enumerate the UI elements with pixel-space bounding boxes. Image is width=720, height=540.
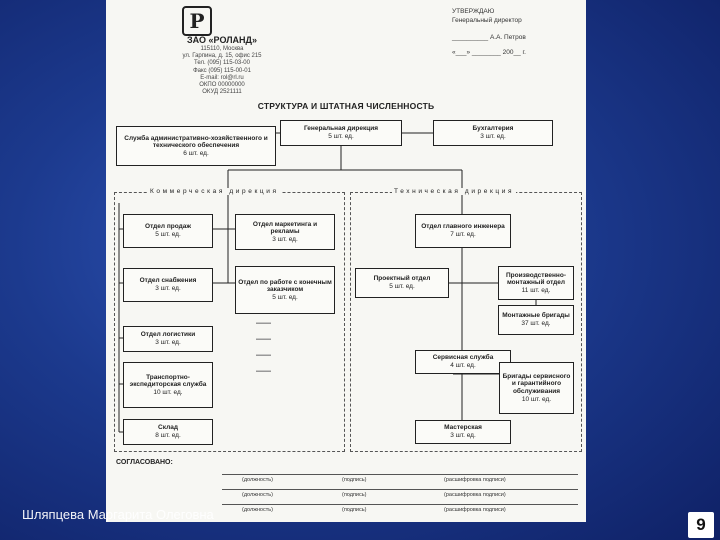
signature-sign-caption: (подпись) [342,477,367,483]
unit-admin-service [116,126,276,166]
approval-signer: __________ А.А. Петров [452,34,526,41]
company-detail-line: 115110, Москва [200,46,244,52]
signature-position-caption: (должность) [242,507,273,513]
page-number-badge: 9 [688,512,714,538]
unit-staff: 3 шт. ед. [155,285,181,292]
unit-name: Монтажные бригады [502,312,570,320]
signature-decode-caption: (расшифровка подписи) [444,507,506,513]
unit-staff: 3 шт. ед. [272,235,298,243]
unit-staff: 4 шт. ед. [450,362,476,369]
agreed-label: СОГЛАСОВАНО: [116,459,173,466]
company-logo: Р [182,6,212,36]
unit-name: Проектный отдел [373,275,431,283]
blurred-note: ▬▬▬ [256,368,271,374]
unit-sales [123,214,213,248]
signature-position-caption: (должность) [242,477,273,483]
unit-name: Отдел главного инженера [421,223,505,231]
unit-name: Отдел логистики [140,331,196,339]
unit-staff: 5 шт. ед. [389,283,415,290]
unit-workshop [415,420,511,444]
unit-name: Отдел продаж [145,223,191,231]
unit-chief-engineer [415,214,511,248]
unit-client-relations [235,266,335,314]
unit-staff: 11 шт. ед. [521,286,551,294]
signature-decode-caption: (расшифровка подписи) [444,477,506,483]
slide-footer-author: Шляпцева Маргарита Олеговна [22,507,214,522]
unit-name: Бухгалтерия [472,125,514,133]
company-detail-line: ул. Гарпина, д. 15, офис 215 [182,53,262,60]
unit-staff: 3 шт. ед. [480,133,506,140]
unit-design [355,268,449,298]
signature-row [222,489,578,501]
signature-sign-caption: (подпись) [342,492,367,498]
unit-service [415,350,511,374]
approval-word: УТВЕРЖДАЮ [452,8,495,15]
approval-date: «___» ________ 200__ г. [452,48,526,56]
company-detail-line: Факс (095) 115-00-01 [193,67,251,74]
unit-staff: 3 шт. ед. [450,432,476,439]
signature-decode-caption: (расшифровка подписи) [444,492,506,498]
unit-name: Бригады сервисного и гарантийного обслуживания [502,372,571,395]
company-detail-line: E-mail: rol@rl.ru [200,74,244,81]
company-detail-line: ОКУД 2521111 [202,89,242,96]
unit-staff: 10 шт. ед. [153,388,183,396]
signature-position-caption: (должность) [242,492,273,498]
company-name: ЗАО «РОЛАНД» [187,35,257,45]
unit-supply [123,268,213,302]
technical-directorate-title: Техническая дирекция [394,188,515,195]
unit-staff: 5 шт. ед. [272,293,298,301]
unit-staff: 5 шт. ед. [155,231,181,238]
unit-production-installation [498,266,574,300]
unit-name: Отдел снабжения [139,277,197,285]
document-title: СТРУКТУРА И ШТАТНАЯ ЧИСЛЕННОСТЬ [257,101,435,111]
unit-name: Генеральная дирекция [303,125,379,133]
unit-staff: 6 шт. ед. [183,149,209,157]
unit-warehouse [123,419,213,445]
unit-general-directorate [280,120,402,146]
unit-staff: 37 шт. ед. [521,320,551,327]
unit-name: Служба административно-хозяйственного и технического обеспечения [124,134,268,150]
blurred-note: ▬▬▬ [256,336,271,342]
unit-staff: 7 шт. ед. [450,231,476,238]
unit-transport-service [123,362,213,408]
company-detail-line: ОКПО 00000000 [199,82,245,89]
unit-accounting [433,120,553,146]
unit-staff: 8 шт. ед. [155,432,181,439]
commercial-directorate-title: Коммерческая дирекция [150,188,279,195]
unit-marketing [235,214,335,250]
company-detail-line: Тел. (095) 115-03-00 [194,60,250,67]
unit-name: Отдел по работе с конечным заказчиком [238,278,332,294]
blurred-note: ▬▬▬ [256,352,271,358]
approval-position: Генеральный директор [452,16,522,24]
unit-name: Мастерская [444,424,482,432]
signature-sign-caption: (подпись) [342,507,367,513]
unit-name: Склад [158,424,178,432]
unit-name: Производственно-монтажный отдел [506,271,566,287]
unit-installation-crews [498,305,574,335]
unit-name: Сервисная служба [432,354,494,362]
blurred-note: ▬▬▬ [256,320,271,326]
signature-row [222,474,578,486]
unit-name: Отдел маркетинга и рекламы [252,220,318,236]
unit-name: Транспортно-экспедиторская служба [129,373,207,389]
signature-row [222,504,578,516]
unit-staff: 10 шт. ед. [521,395,552,403]
unit-logistics [123,326,213,352]
org-chart-document [106,0,586,522]
unit-staff: 5 шт. ед. [328,133,354,140]
unit-service-crews [499,362,574,414]
unit-staff: 3 шт. ед. [155,339,181,346]
